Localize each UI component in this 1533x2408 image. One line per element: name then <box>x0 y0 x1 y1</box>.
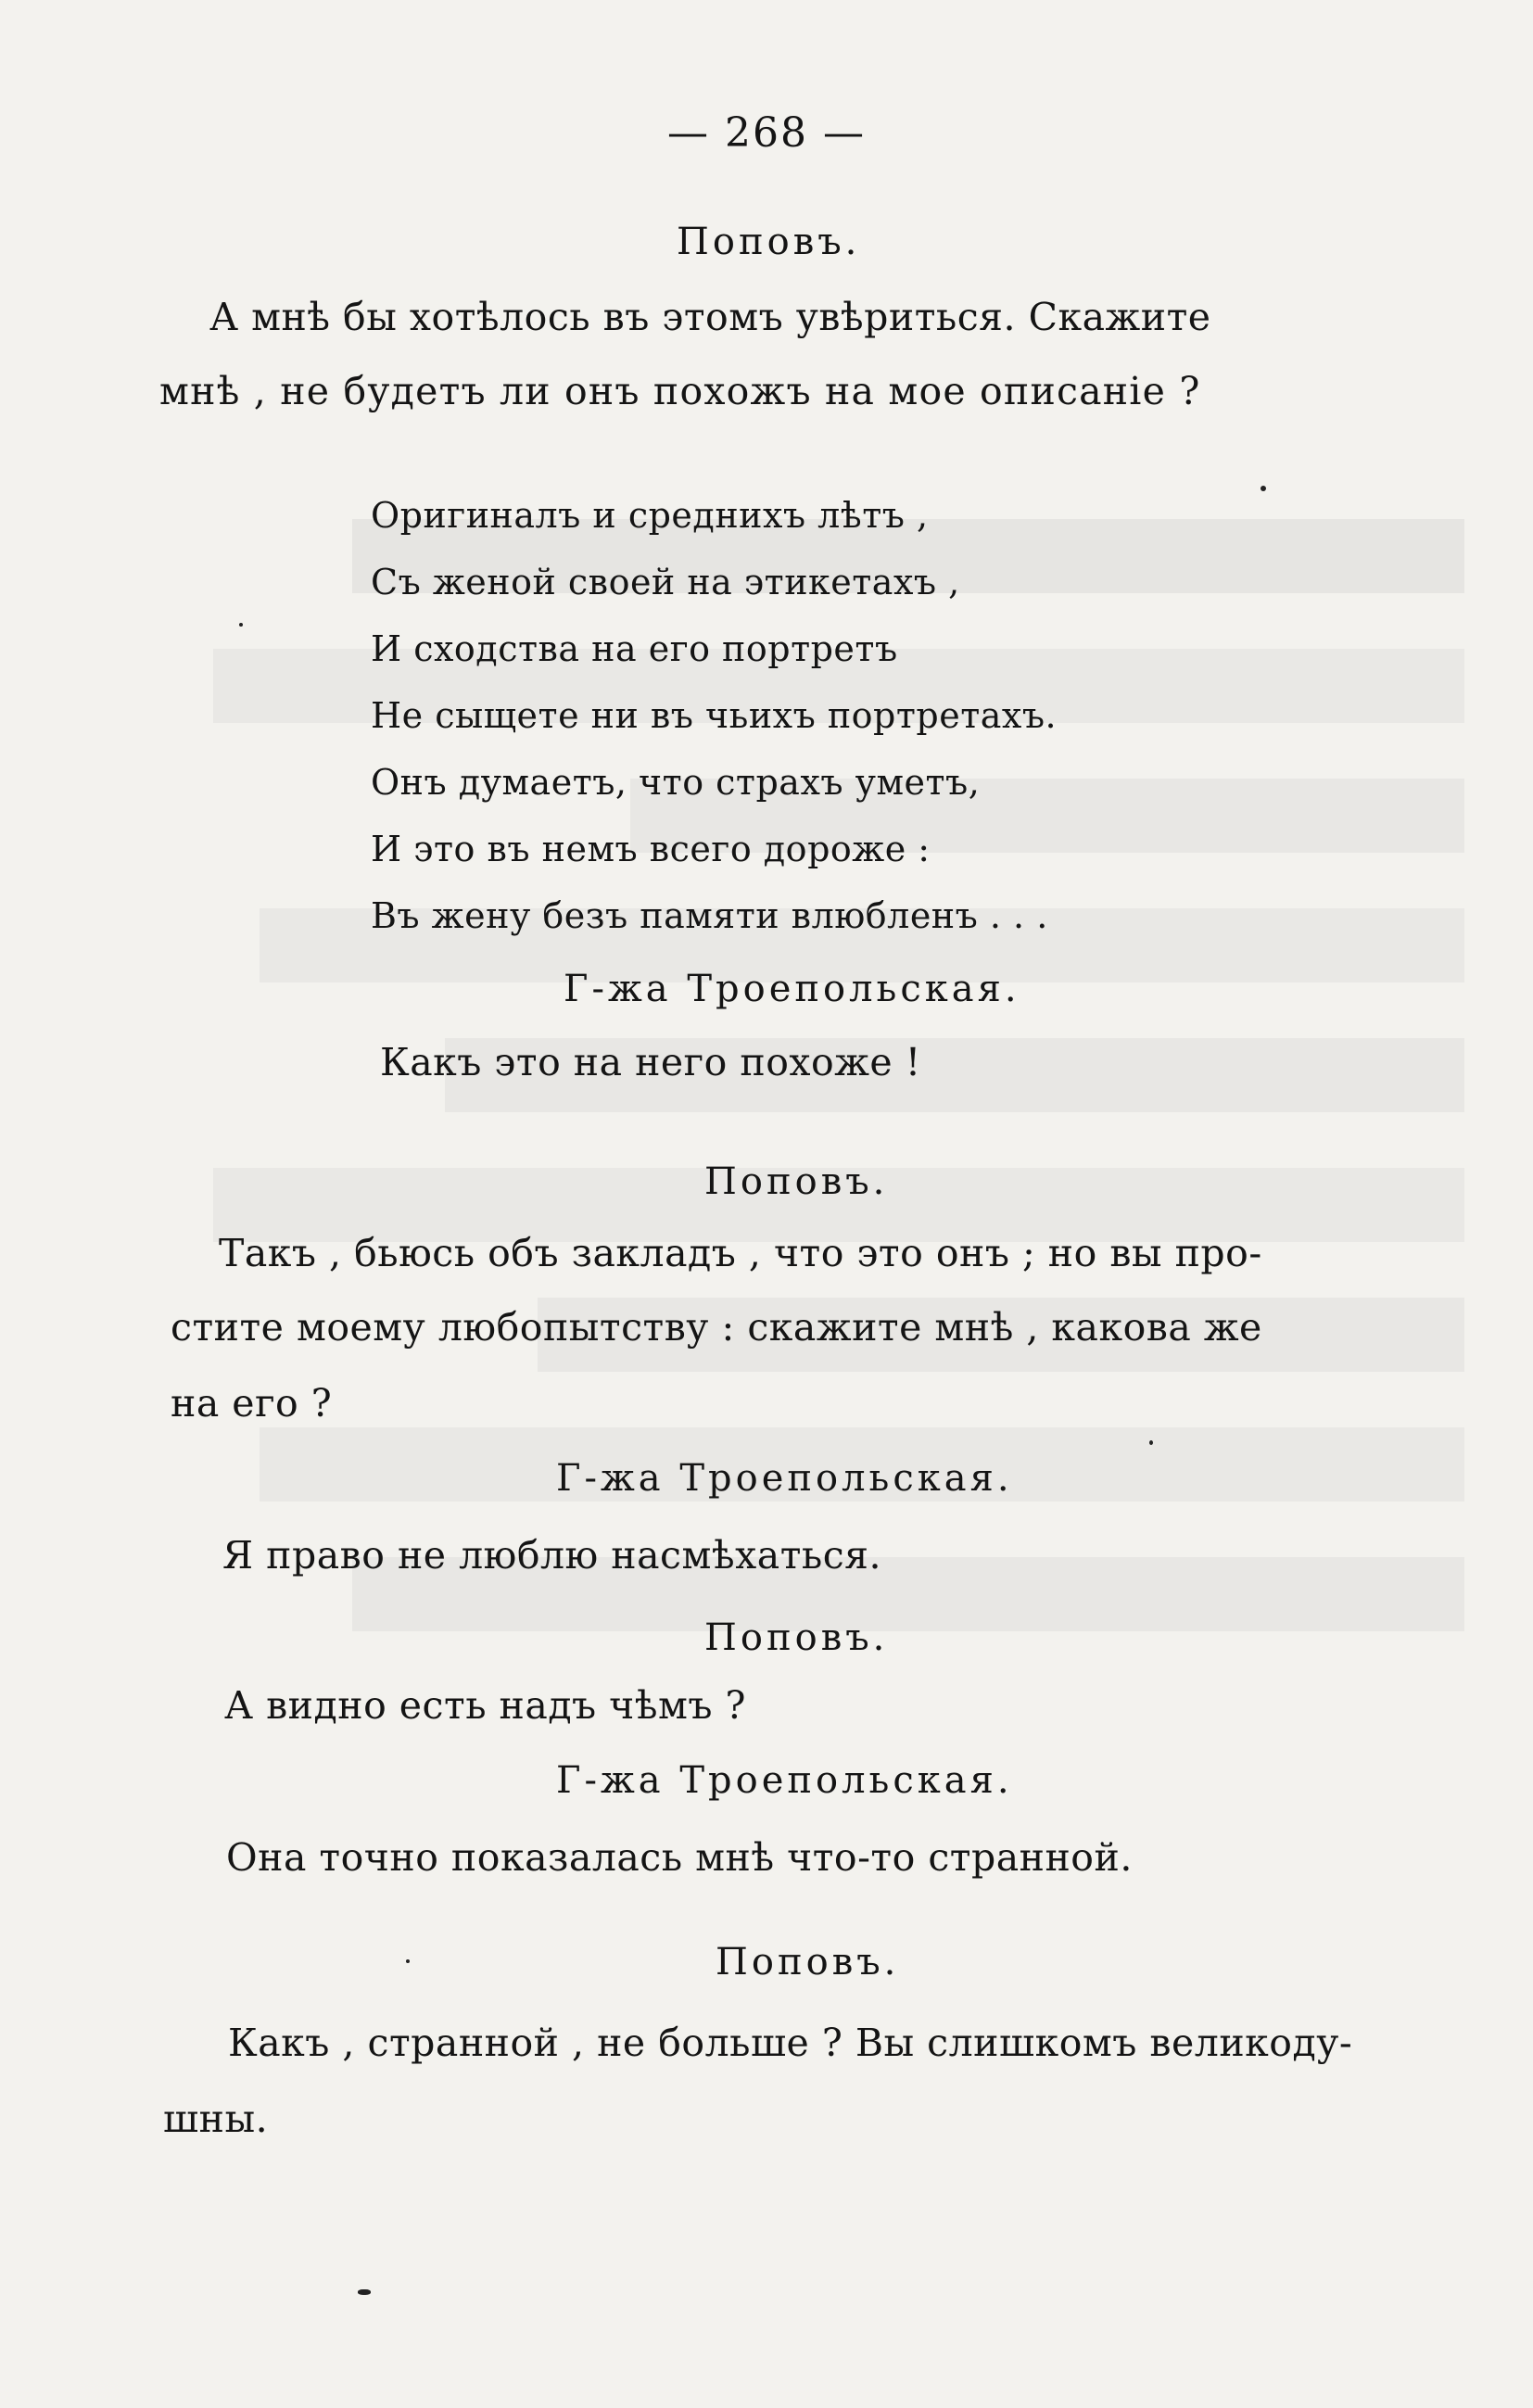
ink-speck <box>1149 1440 1153 1445</box>
prose-line: Какъ это на него похоже ! <box>380 1040 921 1084</box>
ink-speck <box>406 1959 410 1963</box>
prose-line: мнѣ , не будетъ ли онъ похожъ на мое описаніе ? <box>159 369 1201 413</box>
prose-line: А мнѣ бы хотѣлось въ этомъ увѣриться. Скажите <box>209 295 1211 339</box>
ink-speck <box>1261 486 1266 491</box>
verse-line: И это въ немъ всего дороже : <box>371 829 931 869</box>
speaker-name: Поповъ. <box>704 1160 889 1203</box>
page-number: — 268 — <box>667 109 866 157</box>
ink-speck <box>239 623 243 627</box>
prose-line: Какъ , странной , не больше ? Вы слишкомъ великоду- <box>228 2021 1353 2065</box>
verse-line: Оригиналъ и среднихъ лѣтъ , <box>371 495 929 536</box>
speaker-name: Поповъ. <box>677 221 861 263</box>
verse-line: Не сыщете ни въ чьихъ портретахъ. <box>371 695 1058 736</box>
prose-line: на его ? <box>171 1381 333 1426</box>
prose-line: А видно есть надъ чѣмъ ? <box>224 1683 746 1728</box>
prose-line: шны. <box>163 2097 269 2141</box>
prose-line: Она точно показалась мнѣ что-то странной. <box>226 1835 1133 1880</box>
speaker-name: Поповъ. <box>716 1941 900 1983</box>
speaker-name: Г-жа Троепольская. <box>564 968 1020 1010</box>
speaker-name: Г-жа Троепольская. <box>556 1457 1013 1500</box>
speaker-name: Г-жа Троепольская. <box>556 1759 1013 1802</box>
verse-line: Онъ думаетъ, что страхъ уметъ, <box>371 762 981 803</box>
verse-line: Въ жену безъ памяти влюбленъ . . . <box>371 895 1048 936</box>
verse-line: И сходства на его портретъ <box>371 628 898 669</box>
verse-line: Съ женой своей на этикетахъ , <box>371 562 960 602</box>
ink-speck <box>358 2289 371 2295</box>
prose-line: Я право не люблю насмѣхаться. <box>222 1533 882 1578</box>
prose-line: стите моему любопытству : скажите мнѣ , какова же <box>171 1305 1262 1350</box>
prose-line: Такъ , бьюсь объ закладъ , что это онъ ; но вы про- <box>219 1231 1262 1275</box>
speaker-name: Поповъ. <box>704 1616 889 1659</box>
